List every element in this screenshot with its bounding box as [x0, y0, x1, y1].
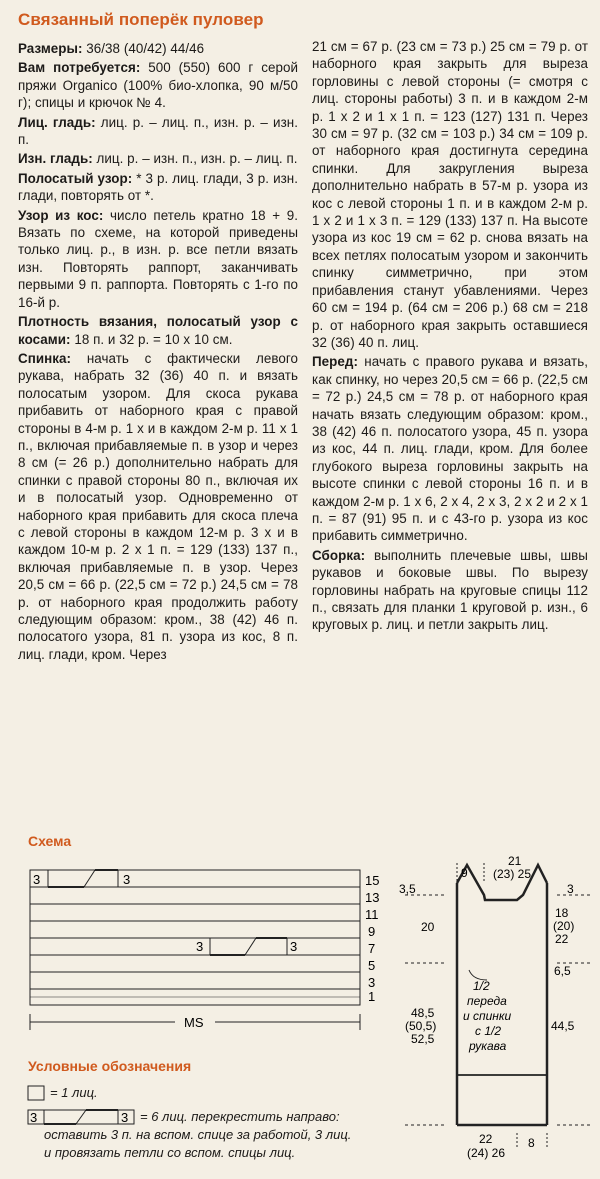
- measure-label: 22: [555, 932, 569, 946]
- stockinette-value: лиц. р. – лиц. п., изн. р. – изн. п.: [18, 114, 298, 148]
- measure-label: (50,5): [405, 1019, 437, 1033]
- cable-pattern-label: Узор из кос:: [18, 207, 104, 223]
- gauge-value: 18 п. и 32 р. = 10 х 10 см.: [70, 331, 233, 347]
- row-number-label: 11: [365, 907, 379, 922]
- sizes-paragraph: [18, 40, 298, 57]
- legend-item-cable-line2: оставить 3 п. на вспом. спице за работой, 3 лиц.: [44, 1127, 352, 1142]
- assembly-paragraph: [312, 547, 588, 634]
- back-label: Спинка:: [18, 350, 72, 366]
- materials-value: 500 (550) 600 г серой пряжи Organico (100% био-хлопка, 90 м/50 г); спицы и крючок № 4.: [18, 60, 298, 111]
- legend-title: Условные обозначения: [28, 1058, 192, 1074]
- article-title: Связанный поперёк пуловер: [18, 10, 264, 29]
- stripe-pattern-label: Полосатый узор:: [18, 170, 133, 186]
- cable-count-label: 3: [121, 1110, 129, 1125]
- measure-label: (23) 25: [493, 867, 532, 881]
- row-number-label: 9: [368, 924, 376, 939]
- assembly-value: выполнить плечевые швы, швы рукавов и боковые швы. По вырезу горловины набрать на круговые спицы 112 п., связать для планки 1 круговой р. изн., 6 круговых р. лиц. и петли закрыть лиц.: [312, 547, 588, 633]
- gauge-paragraph: [18, 313, 298, 348]
- legend-item-cable-line1: = 6 лиц. перекрестить направо:: [140, 1109, 340, 1124]
- schematic-note-line: переда: [467, 994, 507, 1008]
- garment-schematic: [395, 785, 595, 1165]
- cable-count-label: 3: [33, 872, 41, 887]
- chart-grid: [30, 870, 360, 1030]
- row-number-label: 7: [368, 941, 376, 956]
- row-number-label: 13: [365, 890, 380, 905]
- cable-pattern-paragraph: [18, 207, 298, 311]
- measure-label: 8: [528, 1136, 535, 1150]
- reverse-stockinette-label: Изн. гладь:: [18, 151, 93, 167]
- measure-label: 44,5: [551, 1019, 575, 1033]
- sizes-label: Размеры:: [18, 41, 83, 56]
- gauge-label: Плотность вязания, полосатый узор с косами:: [18, 314, 298, 347]
- measure-label: (20): [553, 919, 575, 933]
- front-label: Перед:: [312, 354, 358, 370]
- row-number-label: 15: [365, 873, 380, 888]
- measure-label: 9: [461, 866, 468, 880]
- back-value: начать с фактически левого рукава, набрать 32 (36) 40 п. и вязать полосатым узором. Для скоса рукава прибавить от наборного края с правой стороны в 4-м р. 1 х и в каждом 2-м р. 11 х 1 п., включая прибавляемые п. в узор и через 8 см (= 26 р.) дополнительно набрать для спинки с правой стороны 80 п., включая их и в полосатый узор. Одновременно от наборного края прибавить для скоса плеча с левой стороны в каждом 12-м р. 3 х и в каждом 10-м р. 2 х 1 п. = 129 (133) 137 п., включая прибавляемые п. в узор. Через 20,5 см = 66 р. (22,5 см = 72 р.) 24,5 см = 78 р. от наборного края продолжить работу следующим образом: кром., 38 (42) 46 п. полосатого узора, 81 п. узора из кос, 8 п. лиц. глади, кром. Через: [18, 350, 298, 662]
- back-continued-paragraph: 21 см = 67 р. (23 см = 73 р.) 25 см = 79 р. от наборного края закрыть для выреза горловины с левой стороны (= смотря с лиц. стороны работы) 3 п. и в каждом 2-м р. 1 х 2 и 1 х 1 п. = 123 (127) 131 п. Через 30 см = 97 р. (32 см = 103 р.) 34 см = 109 р. от наборного края достигнута середина спинки. Для закругления выреза дополнительно набрать в 57-м р. узора из кос с левой стороны 1 п. и в каждом 2-м р. 1 х 2 и 1 х 3 п. = 129 (133) 137 п. На высоте узора из кос 19 см = 62 р. снова вязать на всех петлях полосатым узором и закончить спинку симметрично, при этом прибавления станут убавлениями. Через 60 см = 194 р. (64 см = 206 р.) 68 см = 218 р. от наборного края закрыть оставшиеся 32 (36) 40 п. лиц.: [312, 39, 588, 350]
- left-column: [18, 10, 298, 665]
- materials-paragraph: [18, 59, 298, 111]
- row-number-label: 1: [368, 989, 376, 1004]
- assembly-label: Сборка:: [312, 547, 366, 563]
- row-number-label: 5: [368, 958, 376, 973]
- sizes-value: 36/38 (40/42) 44/46: [82, 41, 205, 56]
- cable-cross-stroke: [84, 870, 95, 887]
- front-value: начать с правого рукава и вязать, как спинку, но через 20,5 см = 66 р. (22,5 см = 72 р.) 24,5 см = 78 р. от наборного края начать вязать следующим образом: кром., 38 (42) 46 п. полосатого узора, 45 п. узора из кос, 44 п. лиц. глади, кром. Для более глубокого выреза горловины закрыть на высоте спинки с левой стороны 16 п. и в каждом 2-м р. 1 х 6, 2 х 4, 2 х 3, 2 х 2 и 2 х 1 п. = 87 (91) 95 п. и с 43-го р. узора из кос прибавить симметрично.: [312, 354, 588, 544]
- cable-cross-stroke: [245, 938, 256, 955]
- cable-symbol-stroke: [76, 1110, 86, 1124]
- schematic-note-line: рукава: [469, 1039, 507, 1053]
- front-paragraph: [312, 353, 588, 544]
- knit-stitch-symbol: [28, 1086, 44, 1100]
- measure-label: 20: [421, 920, 435, 934]
- back-paragraph: [18, 350, 298, 663]
- legend-item-cable-line3: и провязать петли со вспом. спицы лиц.: [44, 1145, 296, 1160]
- right-column: [312, 38, 588, 636]
- schema-title: Схема: [28, 833, 72, 849]
- cable-count-label: 3: [30, 1110, 38, 1125]
- reverse-stockinette-paragraph: [18, 150, 298, 167]
- measure-label: (24) 26: [467, 1146, 506, 1160]
- measure-label: 48,5: [411, 1006, 435, 1020]
- cable-pattern-value: число петель кратно 18 + 9. Вязать по схеме, на которой приведены только лиц. р., в изн. р. все петли вязать изн. Повторять раппорт, заканчивать первыми 9 п. раппорта. Повторять с 1-го по 16-й р.: [18, 207, 298, 310]
- stockinette-label: Лиц. гладь:: [18, 114, 96, 130]
- measure-label: 3: [567, 882, 574, 896]
- measure-label: 52,5: [411, 1032, 435, 1046]
- measure-label: 3,5: [399, 882, 416, 896]
- materials-label: Вам потребуется:: [18, 60, 141, 76]
- row-number-label: 3: [368, 975, 376, 990]
- schematic-note-line: и спинки: [463, 1009, 512, 1023]
- reverse-stockinette-value: лиц. р. – изн. п., изн. р. – лиц. п.: [92, 151, 298, 167]
- stripe-pattern-paragraph: [18, 170, 298, 205]
- cable-chart: [0, 850, 420, 1060]
- cable-count-label: 3: [123, 872, 131, 887]
- cable-count-label: 3: [196, 939, 204, 954]
- measure-label: 18: [555, 906, 569, 920]
- legend-item-knit: = 1 лиц.: [50, 1085, 98, 1100]
- schematic-note-line: с 1/2: [475, 1024, 502, 1038]
- stripe-pattern-value: * 3 р. лиц. глади, 3 р. изн. глади, повторять от *.: [18, 170, 298, 204]
- ms-label: MS: [184, 1015, 204, 1030]
- stockinette-paragraph: [18, 114, 298, 149]
- measure-label: 6,5: [554, 964, 571, 978]
- measure-label: 21: [508, 854, 522, 868]
- measure-label: 22: [479, 1132, 493, 1146]
- cable-count-label: 3: [290, 939, 298, 954]
- schematic-note-line: 1/2: [473, 979, 490, 993]
